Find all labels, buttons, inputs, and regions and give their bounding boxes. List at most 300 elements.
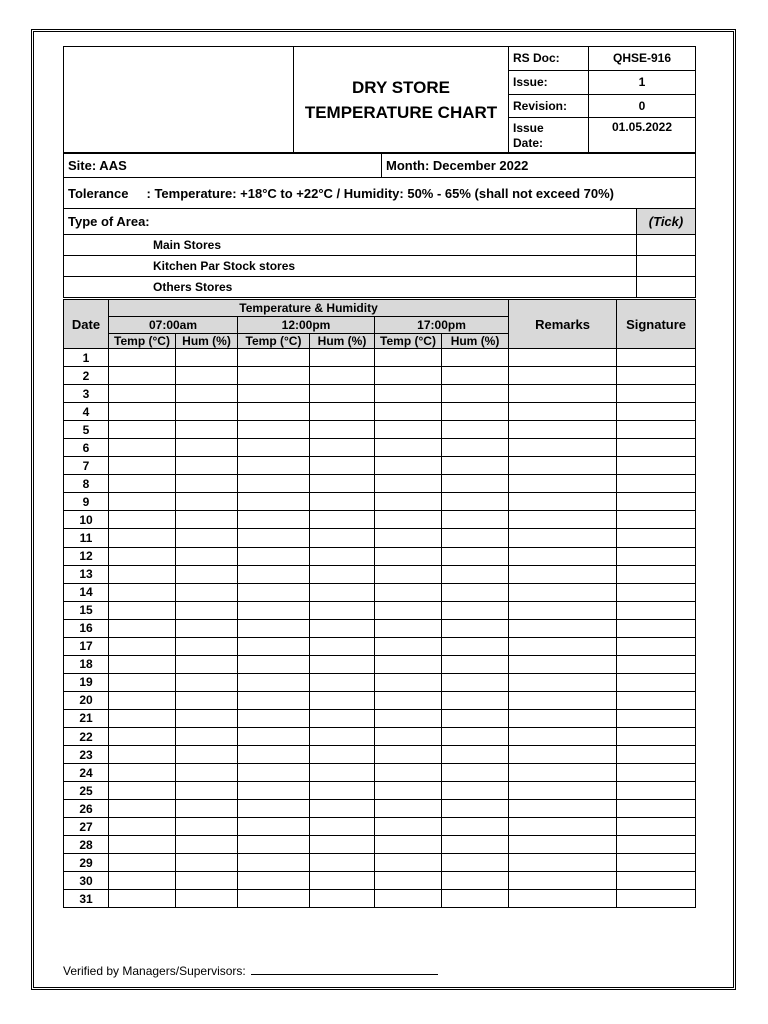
table-row bbox=[64, 385, 696, 403]
hum-1200-cell[interactable] bbox=[310, 529, 375, 547]
temp-1200-cell[interactable] bbox=[238, 619, 310, 637]
signature-cell[interactable] bbox=[617, 385, 696, 403]
hum-1700-cell[interactable] bbox=[442, 583, 509, 601]
remarks-cell[interactable] bbox=[509, 782, 617, 800]
hum-1200-cell[interactable] bbox=[310, 691, 375, 709]
hum-1200-cell[interactable] bbox=[310, 746, 375, 764]
signature-column-header: Signature bbox=[617, 300, 696, 349]
remarks-cell[interactable] bbox=[509, 583, 617, 601]
hum-0700-cell[interactable] bbox=[176, 782, 238, 800]
temp-1700-cell[interactable] bbox=[375, 565, 442, 583]
meta-label-issue-date bbox=[509, 118, 589, 154]
temp-1200-cell[interactable] bbox=[238, 637, 310, 655]
day-number: 8 bbox=[64, 475, 109, 493]
signature-cell[interactable] bbox=[617, 872, 696, 890]
hum-0700-cell[interactable] bbox=[176, 872, 238, 890]
temp-1200-cell[interactable] bbox=[238, 547, 310, 565]
temp-1700-cell[interactable] bbox=[375, 457, 442, 475]
hum-1200-cell[interactable] bbox=[310, 403, 375, 421]
temp-1700-cell[interactable] bbox=[375, 349, 442, 367]
signature-cell[interactable] bbox=[617, 619, 696, 637]
hum-0700-cell[interactable] bbox=[176, 421, 238, 439]
temp-0700-cell[interactable] bbox=[109, 385, 176, 403]
hum-1200-cell[interactable] bbox=[310, 457, 375, 475]
logo-area bbox=[64, 47, 294, 154]
hum-0700-cell[interactable] bbox=[176, 367, 238, 385]
hum-1200-cell[interactable] bbox=[310, 511, 375, 529]
hum-1200-cell[interactable] bbox=[310, 349, 375, 367]
hum-0700-cell[interactable] bbox=[176, 475, 238, 493]
temp-1700-cell[interactable] bbox=[375, 511, 442, 529]
temp-0700-cell[interactable] bbox=[109, 800, 176, 818]
hum-1700-cell[interactable] bbox=[442, 637, 509, 655]
hum-0700-cell[interactable] bbox=[176, 439, 238, 457]
signature-cell[interactable] bbox=[617, 637, 696, 655]
remarks-cell[interactable] bbox=[509, 547, 617, 565]
tick-box-others-stores[interactable] bbox=[637, 277, 696, 298]
temp-1200-cell[interactable] bbox=[238, 673, 310, 691]
hum-1200-cell[interactable] bbox=[310, 601, 375, 619]
meta-label-revision: Revision: bbox=[509, 94, 589, 118]
signature-cell[interactable] bbox=[617, 475, 696, 493]
remarks-cell[interactable] bbox=[509, 619, 617, 637]
hum-1700-cell[interactable] bbox=[442, 782, 509, 800]
temp-subheader: Temp (°C) bbox=[238, 334, 310, 349]
table-row bbox=[64, 403, 696, 421]
temp-1200-cell[interactable] bbox=[238, 655, 310, 673]
temp-1700-cell[interactable] bbox=[375, 727, 442, 745]
temp-1700-cell[interactable] bbox=[375, 403, 442, 421]
hum-1200-cell[interactable] bbox=[310, 493, 375, 511]
temp-1700-cell[interactable] bbox=[375, 493, 442, 511]
temp-1700-cell[interactable] bbox=[375, 385, 442, 403]
remarks-cell[interactable] bbox=[509, 457, 617, 475]
remarks-cell[interactable] bbox=[509, 836, 617, 854]
remarks-cell[interactable] bbox=[509, 800, 617, 818]
hum-0700-cell[interactable] bbox=[176, 655, 238, 673]
remarks-cell[interactable] bbox=[509, 601, 617, 619]
temp-1200-cell[interactable] bbox=[238, 349, 310, 367]
temp-1200-cell[interactable] bbox=[238, 511, 310, 529]
hum-1700-cell[interactable] bbox=[442, 529, 509, 547]
signature-cell[interactable] bbox=[617, 782, 696, 800]
temp-0700-cell[interactable] bbox=[109, 457, 176, 475]
temp-1700-cell[interactable] bbox=[375, 529, 442, 547]
temp-1200-cell[interactable] bbox=[238, 601, 310, 619]
temp-1700-cell[interactable] bbox=[375, 818, 442, 836]
temp-1200-cell[interactable] bbox=[238, 836, 310, 854]
temp-1200-cell[interactable] bbox=[238, 709, 310, 727]
signature-cell[interactable] bbox=[617, 890, 696, 908]
hum-0700-cell[interactable] bbox=[176, 583, 238, 601]
temp-1700-cell[interactable] bbox=[375, 836, 442, 854]
month-field[interactable]: Month: December 2022 bbox=[382, 153, 696, 178]
hum-0700-cell[interactable] bbox=[176, 673, 238, 691]
table-row bbox=[64, 493, 696, 511]
temp-1700-cell[interactable] bbox=[375, 782, 442, 800]
remarks-cell[interactable] bbox=[509, 403, 617, 421]
temp-1700-cell[interactable] bbox=[375, 547, 442, 565]
hum-0700-cell[interactable] bbox=[176, 800, 238, 818]
temp-0700-cell[interactable] bbox=[109, 547, 176, 565]
hum-1700-cell[interactable] bbox=[442, 493, 509, 511]
day-number: 14 bbox=[64, 583, 109, 601]
remarks-cell[interactable] bbox=[509, 709, 617, 727]
hum-1700-cell[interactable] bbox=[442, 601, 509, 619]
hum-1200-cell[interactable] bbox=[310, 439, 375, 457]
signature-cell[interactable] bbox=[617, 439, 696, 457]
table-row bbox=[64, 673, 696, 691]
day-number: 21 bbox=[64, 709, 109, 727]
signature-cell[interactable] bbox=[617, 691, 696, 709]
day-number: 24 bbox=[64, 764, 109, 782]
hum-1200-cell[interactable] bbox=[310, 367, 375, 385]
signature-cell[interactable] bbox=[617, 583, 696, 601]
hum-0700-cell[interactable] bbox=[176, 709, 238, 727]
temp-0700-cell[interactable] bbox=[109, 890, 176, 908]
hum-1200-cell[interactable] bbox=[310, 836, 375, 854]
signature-cell[interactable] bbox=[617, 818, 696, 836]
remarks-cell[interactable] bbox=[509, 764, 617, 782]
temp-0700-cell[interactable] bbox=[109, 764, 176, 782]
hum-0700-cell[interactable] bbox=[176, 764, 238, 782]
hum-1700-cell[interactable] bbox=[442, 385, 509, 403]
hum-0700-cell[interactable] bbox=[176, 746, 238, 764]
signature-cell[interactable] bbox=[617, 349, 696, 367]
hum-0700-cell[interactable] bbox=[176, 727, 238, 745]
temp-0700-cell[interactable] bbox=[109, 673, 176, 691]
signature-cell[interactable] bbox=[617, 547, 696, 565]
temp-1200-cell[interactable] bbox=[238, 385, 310, 403]
hum-1700-cell[interactable] bbox=[442, 673, 509, 691]
hum-1700-cell[interactable] bbox=[442, 836, 509, 854]
hum-1200-cell[interactable] bbox=[310, 421, 375, 439]
signature-cell[interactable] bbox=[617, 655, 696, 673]
hum-1700-cell[interactable] bbox=[442, 727, 509, 745]
temp-0700-cell[interactable] bbox=[109, 836, 176, 854]
temp-1200-cell[interactable] bbox=[238, 890, 310, 908]
temp-0700-cell[interactable] bbox=[109, 403, 176, 421]
temp-1200-cell[interactable] bbox=[238, 854, 310, 872]
temp-1700-cell[interactable] bbox=[375, 872, 442, 890]
signature-cell[interactable] bbox=[617, 493, 696, 511]
hum-1700-cell[interactable] bbox=[442, 511, 509, 529]
temp-1200-cell[interactable] bbox=[238, 403, 310, 421]
table-row bbox=[64, 367, 696, 385]
hum-0700-cell[interactable] bbox=[176, 890, 238, 908]
hum-1700-cell[interactable] bbox=[442, 619, 509, 637]
hum-1200-cell[interactable] bbox=[310, 547, 375, 565]
temp-1700-cell[interactable] bbox=[375, 709, 442, 727]
remarks-cell[interactable] bbox=[509, 890, 617, 908]
remarks-cell[interactable] bbox=[509, 565, 617, 583]
hum-0700-cell[interactable] bbox=[176, 619, 238, 637]
remarks-cell[interactable] bbox=[509, 529, 617, 547]
issue-date-label-line-2: Date: bbox=[513, 135, 544, 150]
remarks-cell[interactable] bbox=[509, 691, 617, 709]
temp-0700-cell[interactable] bbox=[109, 637, 176, 655]
temp-1200-cell[interactable] bbox=[238, 457, 310, 475]
tick-box-main-stores[interactable] bbox=[637, 235, 696, 256]
hum-1200-cell[interactable] bbox=[310, 583, 375, 601]
day-number: 18 bbox=[64, 655, 109, 673]
signature-cell[interactable] bbox=[617, 367, 696, 385]
hum-1700-cell[interactable] bbox=[442, 367, 509, 385]
time-header-0700: 07:00am bbox=[109, 317, 238, 334]
meta-value-rs-doc: QHSE-916 bbox=[589, 47, 696, 71]
day-number: 5 bbox=[64, 421, 109, 439]
temp-1700-cell[interactable] bbox=[375, 637, 442, 655]
hum-0700-cell[interactable] bbox=[176, 493, 238, 511]
issue-date-label-line-1: Issue bbox=[513, 120, 544, 135]
day-number: 20 bbox=[64, 691, 109, 709]
table-row bbox=[64, 601, 696, 619]
hum-0700-cell[interactable] bbox=[176, 403, 238, 421]
temp-1200-cell[interactable] bbox=[238, 764, 310, 782]
hum-0700-cell[interactable] bbox=[176, 601, 238, 619]
signature-cell[interactable] bbox=[617, 836, 696, 854]
temp-1200-cell[interactable] bbox=[238, 583, 310, 601]
temp-1700-cell[interactable] bbox=[375, 746, 442, 764]
temp-1200-cell[interactable] bbox=[238, 818, 310, 836]
hum-0700-cell[interactable] bbox=[176, 854, 238, 872]
table-row bbox=[64, 836, 696, 854]
temp-1200-cell[interactable] bbox=[238, 800, 310, 818]
temp-1200-cell[interactable] bbox=[238, 565, 310, 583]
temp-1200-cell[interactable] bbox=[238, 746, 310, 764]
hum-1200-cell[interactable] bbox=[310, 565, 375, 583]
temp-1700-cell[interactable] bbox=[375, 673, 442, 691]
temp-1200-cell[interactable] bbox=[238, 367, 310, 385]
hum-0700-cell[interactable] bbox=[176, 565, 238, 583]
remarks-cell[interactable] bbox=[509, 475, 617, 493]
day-number: 28 bbox=[64, 836, 109, 854]
hum-1200-cell[interactable] bbox=[310, 619, 375, 637]
hum-0700-cell[interactable] bbox=[176, 691, 238, 709]
signature-cell[interactable] bbox=[617, 800, 696, 818]
temp-1200-cell[interactable] bbox=[238, 421, 310, 439]
remarks-cell[interactable] bbox=[509, 727, 617, 745]
temp-1700-cell[interactable] bbox=[375, 854, 442, 872]
day-number: 22 bbox=[64, 727, 109, 745]
hum-1700-cell[interactable] bbox=[442, 854, 509, 872]
signature-cell[interactable] bbox=[617, 511, 696, 529]
remarks-cell[interactable] bbox=[509, 854, 617, 872]
hum-1200-cell[interactable] bbox=[310, 854, 375, 872]
temp-1700-cell[interactable] bbox=[375, 583, 442, 601]
temp-0700-cell[interactable] bbox=[109, 529, 176, 547]
temp-0700-cell[interactable] bbox=[109, 565, 176, 583]
meta-value-issue: 1 bbox=[589, 70, 696, 94]
temp-1200-cell[interactable] bbox=[238, 727, 310, 745]
signature-cell[interactable] bbox=[617, 601, 696, 619]
hum-1700-cell[interactable] bbox=[442, 457, 509, 475]
temp-0700-cell[interactable] bbox=[109, 746, 176, 764]
temp-0700-cell[interactable] bbox=[109, 475, 176, 493]
temp-0700-cell[interactable] bbox=[109, 349, 176, 367]
day-number: 3 bbox=[64, 385, 109, 403]
temp-1700-cell[interactable] bbox=[375, 601, 442, 619]
temp-0700-cell[interactable] bbox=[109, 872, 176, 890]
temp-0700-cell[interactable] bbox=[109, 601, 176, 619]
temp-1700-cell[interactable] bbox=[375, 475, 442, 493]
hum-1700-cell[interactable] bbox=[442, 764, 509, 782]
temp-1700-cell[interactable] bbox=[375, 655, 442, 673]
verified-by-signature-field[interactable] bbox=[251, 962, 438, 975]
hum-1700-cell[interactable] bbox=[442, 439, 509, 457]
temp-1700-cell[interactable] bbox=[375, 439, 442, 457]
hum-1700-cell[interactable] bbox=[442, 800, 509, 818]
temp-0700-cell[interactable] bbox=[109, 493, 176, 511]
hum-0700-cell[interactable] bbox=[176, 511, 238, 529]
signature-cell[interactable] bbox=[617, 457, 696, 475]
hum-1200-cell[interactable] bbox=[310, 782, 375, 800]
temp-1200-cell[interactable] bbox=[238, 439, 310, 457]
temp-1700-cell[interactable] bbox=[375, 890, 442, 908]
signature-cell[interactable] bbox=[617, 403, 696, 421]
day-number: 19 bbox=[64, 673, 109, 691]
remarks-cell[interactable] bbox=[509, 493, 617, 511]
table-row bbox=[64, 800, 696, 818]
hum-1700-cell[interactable] bbox=[442, 547, 509, 565]
hum-1700-cell[interactable] bbox=[442, 890, 509, 908]
hum-0700-cell[interactable] bbox=[176, 457, 238, 475]
hum-0700-cell[interactable] bbox=[176, 547, 238, 565]
temp-0700-cell[interactable] bbox=[109, 691, 176, 709]
log-rows bbox=[64, 349, 696, 908]
signature-cell[interactable] bbox=[617, 421, 696, 439]
temp-0700-cell[interactable] bbox=[109, 619, 176, 637]
hum-1700-cell[interactable] bbox=[442, 403, 509, 421]
temp-0700-cell[interactable] bbox=[109, 439, 176, 457]
hum-1200-cell[interactable] bbox=[310, 475, 375, 493]
table-row bbox=[64, 547, 696, 565]
signature-cell[interactable] bbox=[617, 746, 696, 764]
info-section bbox=[63, 152, 696, 298]
remarks-cell[interactable] bbox=[509, 746, 617, 764]
table-row bbox=[64, 691, 696, 709]
temp-1700-cell[interactable] bbox=[375, 619, 442, 637]
remarks-cell[interactable] bbox=[509, 818, 617, 836]
temp-0700-cell[interactable] bbox=[109, 854, 176, 872]
temp-0700-cell[interactable] bbox=[109, 782, 176, 800]
hum-1200-cell[interactable] bbox=[310, 818, 375, 836]
temp-0700-cell[interactable] bbox=[109, 709, 176, 727]
site-field[interactable]: Site: AAS bbox=[64, 153, 382, 178]
temp-1700-cell[interactable] bbox=[375, 800, 442, 818]
temp-1200-cell[interactable] bbox=[238, 529, 310, 547]
temp-1200-cell[interactable] bbox=[238, 782, 310, 800]
hum-1700-cell[interactable] bbox=[442, 818, 509, 836]
hum-1200-cell[interactable] bbox=[310, 890, 375, 908]
temp-0700-cell[interactable] bbox=[109, 421, 176, 439]
hum-1700-cell[interactable] bbox=[442, 709, 509, 727]
hum-1200-cell[interactable] bbox=[310, 709, 375, 727]
temp-1700-cell[interactable] bbox=[375, 764, 442, 782]
hum-1700-cell[interactable] bbox=[442, 655, 509, 673]
hum-1200-cell[interactable] bbox=[310, 800, 375, 818]
temp-1200-cell[interactable] bbox=[238, 493, 310, 511]
hum-0700-cell[interactable] bbox=[176, 637, 238, 655]
hum-1700-cell[interactable] bbox=[442, 421, 509, 439]
type-of-area-label: Type of Area: bbox=[64, 209, 637, 235]
remarks-cell[interactable] bbox=[509, 637, 617, 655]
remarks-cell[interactable] bbox=[509, 421, 617, 439]
temp-1200-cell[interactable] bbox=[238, 691, 310, 709]
hum-1700-cell[interactable] bbox=[442, 746, 509, 764]
hum-0700-cell[interactable] bbox=[176, 836, 238, 854]
remarks-cell[interactable] bbox=[509, 349, 617, 367]
hum-0700-cell[interactable] bbox=[176, 818, 238, 836]
signature-cell[interactable] bbox=[617, 764, 696, 782]
temp-0700-cell[interactable] bbox=[109, 818, 176, 836]
remarks-cell[interactable] bbox=[509, 511, 617, 529]
day-number: 29 bbox=[64, 854, 109, 872]
temp-1200-cell[interactable] bbox=[238, 475, 310, 493]
temp-0700-cell[interactable] bbox=[109, 727, 176, 745]
table-row bbox=[64, 439, 696, 457]
remarks-cell[interactable] bbox=[509, 385, 617, 403]
hum-1200-cell[interactable] bbox=[310, 673, 375, 691]
remarks-cell[interactable] bbox=[509, 439, 617, 457]
remarks-cell[interactable] bbox=[509, 367, 617, 385]
signature-cell[interactable] bbox=[617, 854, 696, 872]
signature-cell[interactable] bbox=[617, 673, 696, 691]
hum-1700-cell[interactable] bbox=[442, 349, 509, 367]
remarks-cell[interactable] bbox=[509, 673, 617, 691]
day-number: 1 bbox=[64, 349, 109, 367]
temp-0700-cell[interactable] bbox=[109, 367, 176, 385]
hum-1200-cell[interactable] bbox=[310, 872, 375, 890]
temp-1700-cell[interactable] bbox=[375, 421, 442, 439]
remarks-cell[interactable] bbox=[509, 872, 617, 890]
hum-1200-cell[interactable] bbox=[310, 637, 375, 655]
hum-1200-cell[interactable] bbox=[310, 385, 375, 403]
hum-0700-cell[interactable] bbox=[176, 385, 238, 403]
temp-0700-cell[interactable] bbox=[109, 511, 176, 529]
temperature-humidity-header: Temperature & Humidity bbox=[109, 300, 509, 317]
hum-1700-cell[interactable] bbox=[442, 691, 509, 709]
hum-1200-cell[interactable] bbox=[310, 727, 375, 745]
hum-0700-cell[interactable] bbox=[176, 349, 238, 367]
temp-subheader: Temp (°C) bbox=[109, 334, 176, 349]
day-number: 13 bbox=[64, 565, 109, 583]
hum-1700-cell[interactable] bbox=[442, 565, 509, 583]
hum-1700-cell[interactable] bbox=[442, 475, 509, 493]
remarks-cell[interactable] bbox=[509, 655, 617, 673]
temp-1700-cell[interactable] bbox=[375, 367, 442, 385]
temp-0700-cell[interactable] bbox=[109, 655, 176, 673]
temp-1700-cell[interactable] bbox=[375, 691, 442, 709]
signature-cell[interactable] bbox=[617, 529, 696, 547]
table-row bbox=[64, 818, 696, 836]
signature-cell[interactable] bbox=[617, 709, 696, 727]
temp-0700-cell[interactable] bbox=[109, 583, 176, 601]
table-row bbox=[64, 709, 696, 727]
tick-box-kitchen-par-stock[interactable] bbox=[637, 256, 696, 277]
temp-1200-cell[interactable] bbox=[238, 872, 310, 890]
table-row bbox=[64, 764, 696, 782]
signature-cell[interactable] bbox=[617, 727, 696, 745]
hum-1200-cell[interactable] bbox=[310, 655, 375, 673]
signature-cell[interactable] bbox=[617, 565, 696, 583]
hum-0700-cell[interactable] bbox=[176, 529, 238, 547]
day-number: 11 bbox=[64, 529, 109, 547]
hum-1700-cell[interactable] bbox=[442, 872, 509, 890]
hum-1200-cell[interactable] bbox=[310, 764, 375, 782]
day-number: 17 bbox=[64, 637, 109, 655]
verification-line bbox=[63, 962, 438, 978]
